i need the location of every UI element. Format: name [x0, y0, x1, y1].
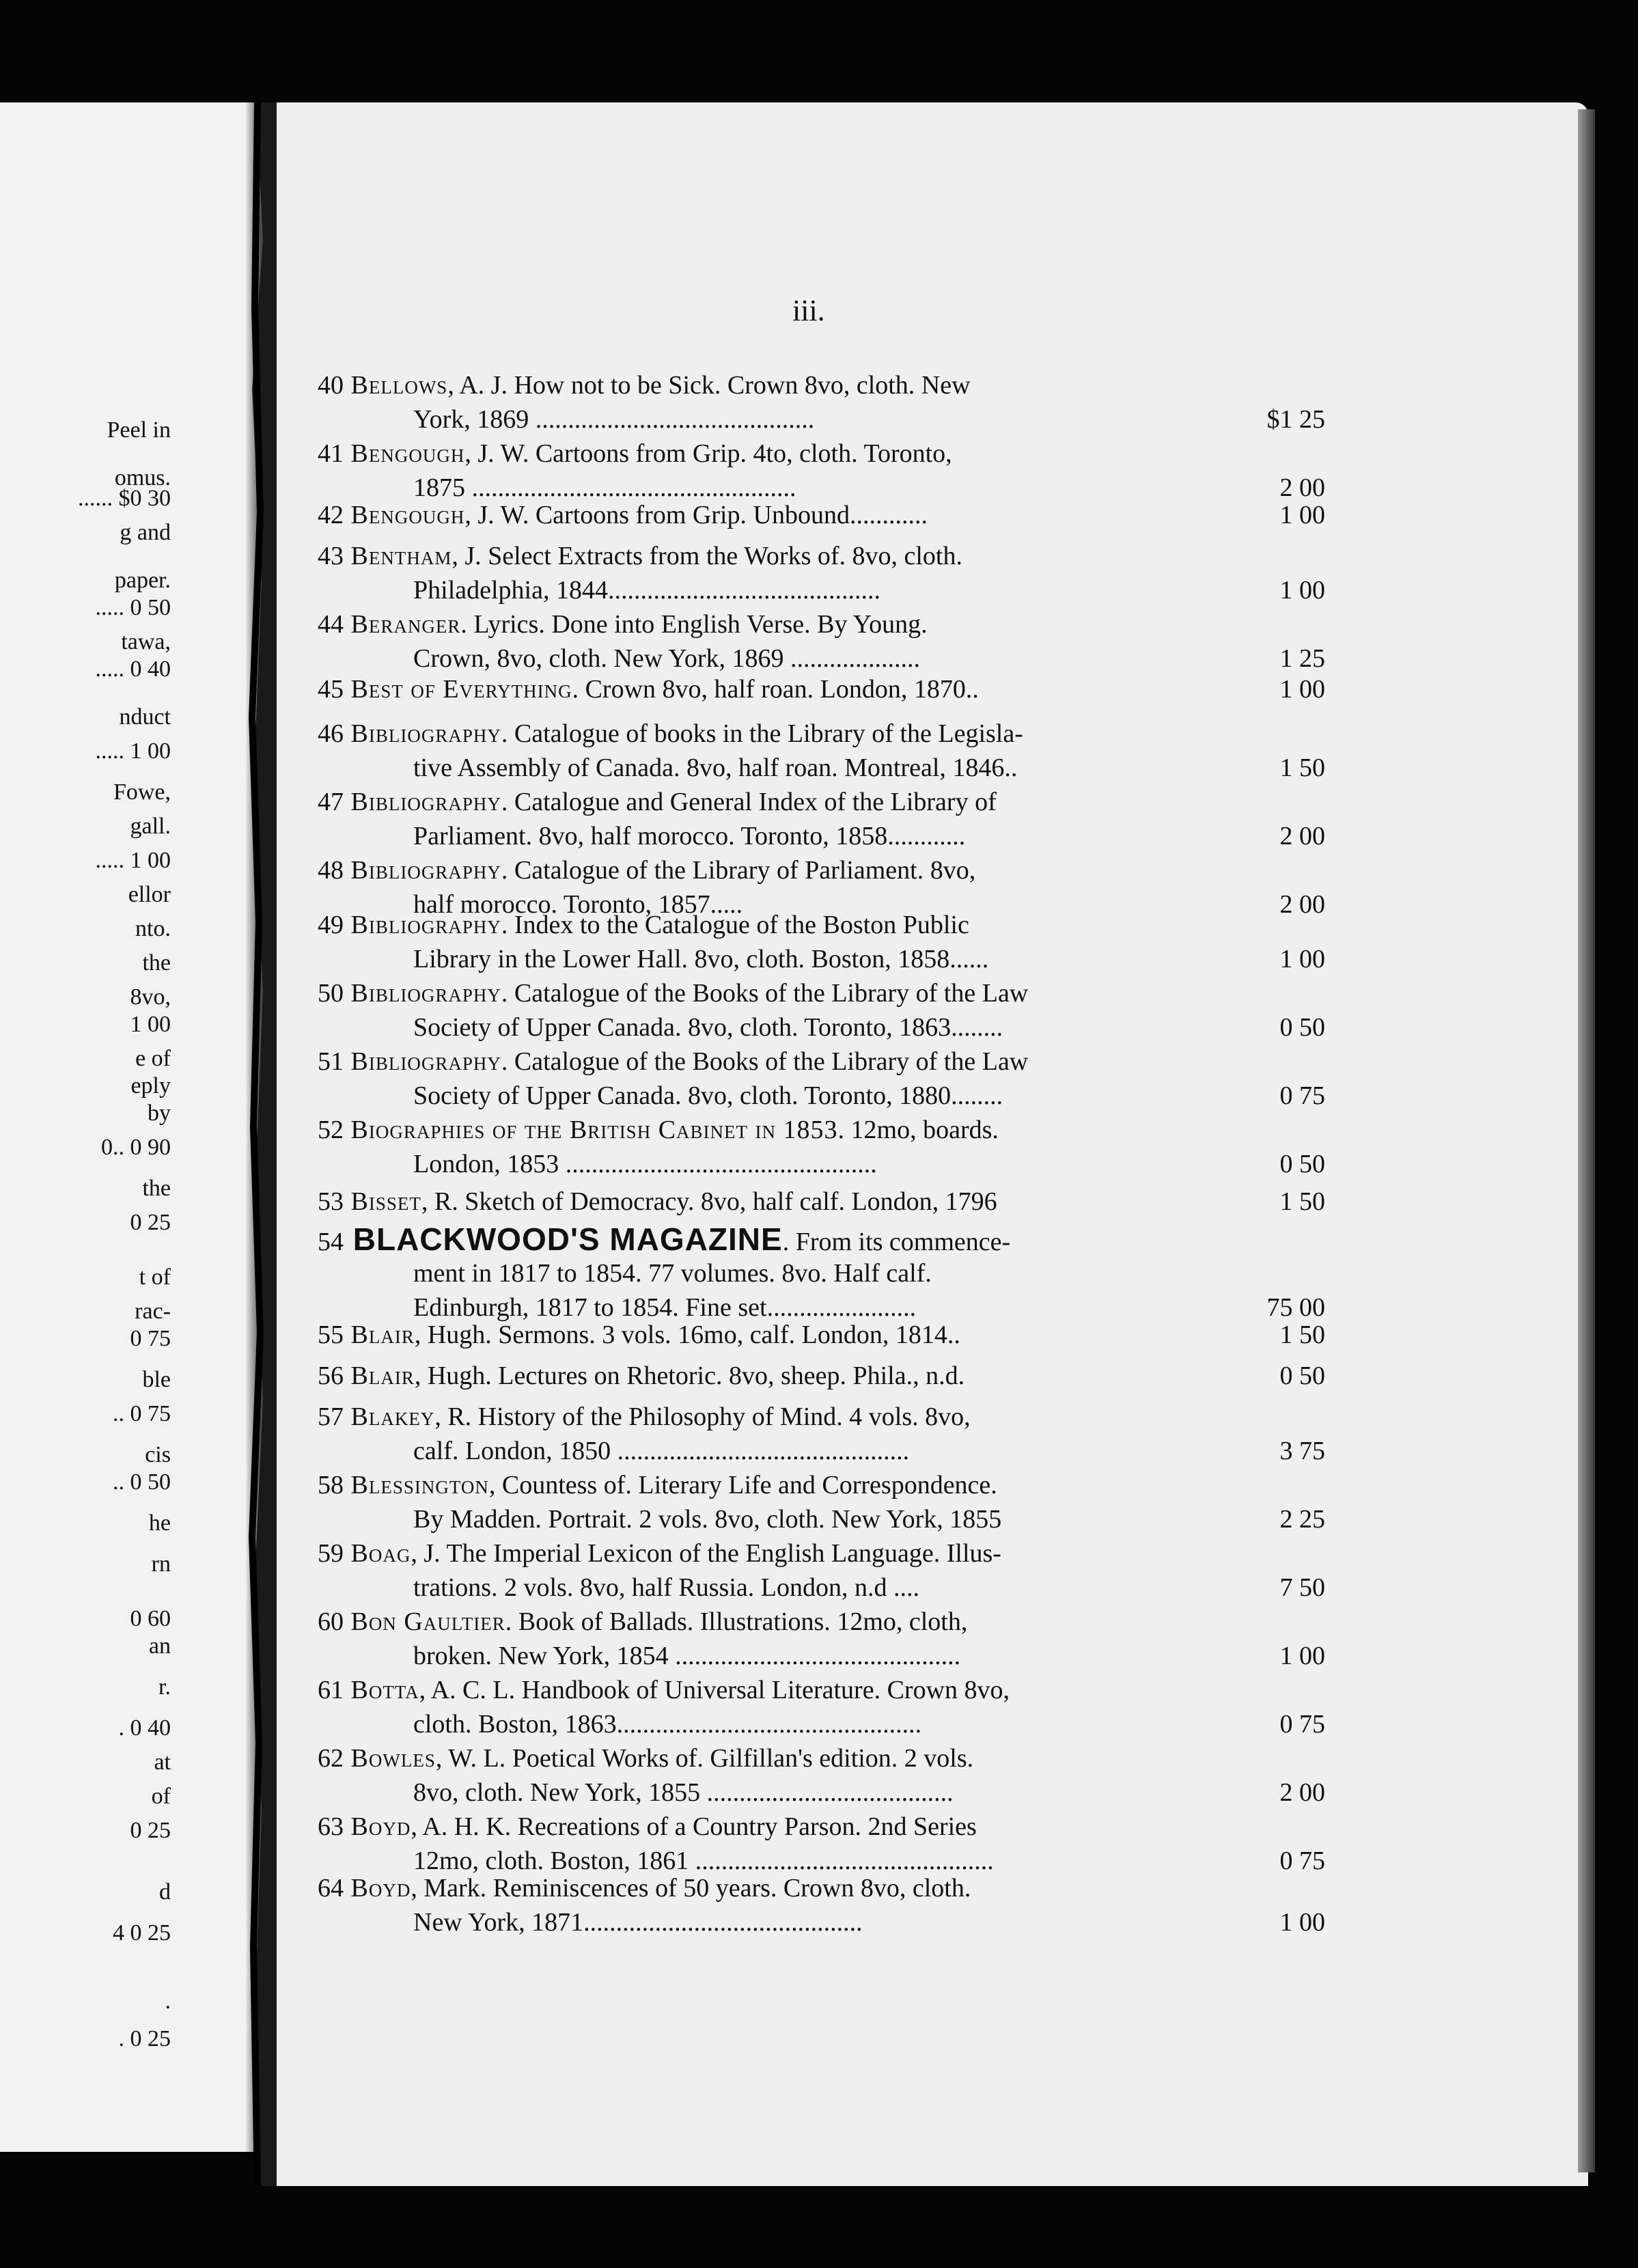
facing-page-line: t of — [139, 1264, 171, 1290]
facing-page-line: r. — [158, 1674, 171, 1700]
entry-line-1 — [318, 909, 969, 941]
facing-page-line: ...... $0 30 — [78, 486, 171, 511]
entry-price: 75 00 — [1266, 1293, 1325, 1322]
facing-page-line: an — [148, 1633, 171, 1659]
entry-description: , R. History of the Philosophy of Mind. 4 vols. 8vo, — [434, 1402, 971, 1431]
facing-page-line: paper. — [114, 568, 171, 593]
facing-page-line: 0.. 0 90 — [101, 1135, 171, 1160]
entry-author: Bellows — [344, 371, 448, 400]
entry-author: Bengough — [344, 439, 465, 468]
facing-page-line: Peel in — [107, 417, 171, 443]
entry-line-1 — [318, 1400, 971, 1433]
entry-number: 52 — [318, 1116, 344, 1144]
entry-number: 50 — [318, 979, 344, 1008]
facing-page-line: cis — [145, 1442, 171, 1467]
facing-page-line: he — [148, 1510, 171, 1536]
entry-number: 49 — [318, 911, 344, 939]
entry-line-1 — [318, 977, 1028, 1010]
entry-price: $1 25 — [1266, 405, 1325, 434]
entry-description: , W. L. Poetical Works of. Gilfillan's edition. 2 vols. — [435, 1744, 974, 1773]
entry-line-2: Library in the Lower Hall. 8vo, cloth. Boston, 1858...... — [413, 945, 989, 973]
entry-line-1 — [318, 1674, 1010, 1706]
facing-page-line: ellor — [128, 882, 171, 907]
entry-line-1 — [318, 1223, 1010, 1258]
entry-description: . Catalogue of books in the Library of the Legisla- — [501, 719, 1023, 748]
entry-number: 62 — [318, 1744, 344, 1773]
entry-author: Bibliography — [344, 911, 501, 939]
facing-page-line: by — [148, 1101, 171, 1126]
entry-description: , A. C. L. Handbook of Universal Literature. Crown 8vo, — [419, 1676, 1010, 1704]
entry-description: . Crown 8vo, half roan. London, 1870.. — [572, 675, 979, 704]
entry-number: 56 — [318, 1361, 344, 1390]
facing-page-line: ..... 1 00 — [95, 738, 171, 764]
entry-line-1 — [318, 369, 971, 402]
facing-page-line: at — [154, 1750, 171, 1775]
entry-description: , Countess of. Literary Life and Correspondence. — [488, 1471, 997, 1499]
entry-author: Bibliography — [344, 719, 501, 748]
entry-line-2: 8vo, cloth. New York, 1855 ...................................... — [413, 1778, 954, 1807]
entry-number: 59 — [318, 1539, 344, 1568]
entry-price: 1 50 — [1279, 1320, 1325, 1349]
entry-line-1 — [318, 1810, 977, 1843]
facing-page-line: 0 60 — [130, 1606, 171, 1631]
entry-author: Bibliography — [344, 1047, 501, 1076]
entry-description: , J. W. Cartoons from Grip. Unbound............ — [464, 501, 928, 529]
facing-page-line: 0 75 — [130, 1326, 171, 1351]
entry-price: 1 25 — [1279, 644, 1325, 673]
entry-description: , J. Select Extracts from the Works of. 8vo, cloth. — [452, 542, 962, 570]
entry-line-1 — [318, 1318, 960, 1351]
facing-page-line: .. 0 75 — [113, 1401, 171, 1426]
facing-page-line: nto. — [135, 916, 171, 941]
facing-page-line: the — [142, 1176, 171, 1201]
entry-author: Bon Gaultier — [344, 1607, 505, 1636]
entry-number: 57 — [318, 1402, 344, 1431]
entry-line-2: trations. 2 vols. 8vo, half Russia. London, n.d .... — [413, 1573, 919, 1602]
facing-page-line: of — [151, 1784, 171, 1809]
entry-author: Bibliography — [344, 856, 501, 885]
entry-description: . Index to the Catalogue of the Boston Public — [501, 911, 969, 939]
entry-description: . Catalogue of the Books of the Library of the Law — [501, 979, 1029, 1008]
facing-page-line: ..... 0 40 — [95, 656, 171, 682]
entry-line-2: New York, 1871........................................... — [413, 1908, 863, 1937]
entry-description: . Lyrics. Done into English Verse. By Young. — [460, 610, 928, 639]
entry-number: 46 — [318, 719, 344, 748]
entry-number: 48 — [318, 856, 344, 885]
facing-page-line: ..... 0 50 — [95, 595, 171, 620]
entry-description: . Catalogue of the Books of the Library of the Law — [501, 1047, 1029, 1076]
entry-line-2: 1875 .................................................. — [413, 473, 796, 502]
entry-number: 47 — [318, 788, 344, 816]
entry-number: 45 — [318, 675, 344, 704]
entry-price: 1 00 — [1279, 501, 1325, 529]
entry-description: , Mark. Reminiscences of 50 years. Crown 8vo, cloth. — [411, 1874, 971, 1903]
entry-price: 0 50 — [1279, 1150, 1325, 1178]
entry-line-1 — [318, 1359, 964, 1392]
entry-line-1 — [318, 1872, 971, 1905]
entry-line-1 — [318, 437, 952, 470]
entry-author: Bibliography — [344, 979, 501, 1008]
facing-page-line: . 0 40 — [118, 1715, 171, 1741]
entry-line-1 — [318, 717, 1023, 750]
entry-price: 0 75 — [1279, 1847, 1325, 1875]
facing-page-line: . — [165, 1989, 171, 2014]
entry-line-2: tive Assembly of Canada. 8vo, half roan. Montreal, 1846.. — [413, 753, 1018, 782]
entry-line-1 — [318, 1469, 997, 1502]
entry-author: Beranger — [344, 610, 461, 639]
entry-author: Blessington — [344, 1471, 489, 1499]
entry-author: Bentham — [344, 542, 452, 570]
facing-page-line: ..... 1 00 — [95, 848, 171, 873]
facing-page-line: .. 0 50 — [113, 1469, 171, 1495]
facing-page-line: omus. — [114, 465, 171, 490]
facing-page-line: 1 00 — [130, 1012, 171, 1037]
entry-price: 1 00 — [1279, 675, 1325, 704]
entry-line-1 — [318, 673, 979, 706]
entry-author: Botta — [344, 1676, 419, 1704]
entry-line-1 — [318, 1742, 973, 1775]
entry-line-2: ment in 1817 to 1854. 77 volumes. 8vo. Half calf. — [413, 1259, 932, 1288]
entry-price: 0 75 — [1279, 1081, 1325, 1110]
entry-number: 54 — [318, 1228, 344, 1256]
entry-author: Bengough — [344, 501, 465, 529]
entry-price: 7 50 — [1279, 1573, 1325, 1602]
entry-line-2: half morocco. Toronto, 1857..... — [413, 890, 743, 919]
entry-line-1 — [318, 1537, 1001, 1570]
entry-author: Blakey — [344, 1402, 435, 1431]
entry-line-2: York, 1869 ........................................... — [413, 405, 815, 434]
entry-number: 41 — [318, 439, 344, 468]
entry-number: 44 — [318, 610, 344, 639]
facing-page-line: tawa, — [121, 629, 171, 654]
facing-page-line: 0 25 — [130, 1210, 171, 1235]
facing-page-line: eply — [130, 1073, 171, 1098]
entry-line-2: 12mo, cloth. Boston, 1861 .............................................. — [413, 1847, 994, 1875]
entry-price: 3 75 — [1279, 1437, 1325, 1465]
entry-number: 60 — [318, 1607, 344, 1636]
entry-line-1 — [318, 854, 975, 887]
entry-line-2: Society of Upper Canada. 8vo, cloth. Toronto, 1880........ — [413, 1081, 1003, 1110]
entry-price: 2 00 — [1279, 1778, 1325, 1807]
facing-page-line: rn — [151, 1551, 171, 1577]
facing-page-line: 8vo, — [130, 984, 171, 1010]
entry-description: . Catalogue and General Index of the Library of — [501, 788, 997, 816]
entry-author: Best of Everything — [344, 675, 572, 704]
entry-price: 2 00 — [1279, 822, 1325, 850]
entry-price: 1 00 — [1279, 576, 1325, 605]
facing-page-line: g and — [120, 520, 171, 545]
entry-line-1 — [318, 1114, 999, 1146]
entry-author: Boyd — [344, 1812, 411, 1841]
facing-page-line: . 0 25 — [118, 2026, 171, 2051]
entry-number: 40 — [318, 371, 344, 400]
facing-page-line: d — [159, 1879, 171, 1905]
entry-author: Blair — [344, 1361, 415, 1390]
entry-description: , A. H. K. Recreations of a Country Parson. 2nd Series — [411, 1812, 977, 1841]
entry-description: , Hugh. Sermons. 3 vols. 16mo, calf. London, 1814.. — [414, 1320, 960, 1349]
entry-description: , R. Sketch of Democracy. 8vo, half calf. London, 1796 — [421, 1187, 997, 1216]
entry-number: 55 — [318, 1320, 344, 1349]
facing-page-line: nduct — [119, 704, 171, 730]
entry-line-2: Crown, 8vo, cloth. New York, 1869 .................... — [413, 644, 921, 673]
facing-page-line: gall. — [130, 814, 171, 839]
entry-description: . Book of Ballads. Illustrations. 12mo, cloth, — [505, 1607, 968, 1636]
entry-line-1 — [318, 1605, 967, 1638]
facing-page-line: 0 25 — [130, 1818, 171, 1843]
entry-author: Boag — [344, 1539, 411, 1568]
entry-author: Boyd — [344, 1874, 411, 1903]
entry-price: 0 50 — [1279, 1013, 1325, 1042]
entry-price: 1 00 — [1279, 945, 1325, 973]
entry-author: Bibliography — [344, 788, 501, 816]
entry-price: 1 50 — [1279, 753, 1325, 782]
facing-page-line: the — [142, 950, 171, 976]
entry-line-1 — [318, 786, 997, 818]
entry-price: 1 00 — [1279, 1908, 1325, 1937]
entry-line-1 — [318, 608, 928, 641]
entry-description: , Hugh. Lectures on Rhetoric. 8vo, sheep. Phila., n.d. — [414, 1361, 965, 1390]
entry-number: 51 — [318, 1047, 344, 1076]
facing-page-line: Fowe, — [113, 779, 171, 805]
entry-price: 1 50 — [1279, 1187, 1325, 1216]
entry-description: , A. J. How not to be Sick. Crown 8vo, cloth. New — [447, 371, 971, 400]
facing-page-line: e of — [135, 1046, 171, 1071]
entry-description: , J. The Imperial Lexicon of the English Language. Illus- — [411, 1539, 1001, 1568]
entry-price: 1 00 — [1279, 1642, 1325, 1670]
entry-line-1 — [318, 1185, 997, 1218]
entry-author: Bisset — [344, 1187, 421, 1216]
entry-line-3: Edinburgh, 1817 to 1854. Fine set....................... — [413, 1293, 917, 1322]
entry-line-2: Parliament. 8vo, half morocco. Toronto, 1858............ — [413, 822, 966, 850]
entry-price: 0 50 — [1279, 1361, 1325, 1390]
entry-number: 58 — [318, 1471, 344, 1499]
entry-author: BLACKWOOD'S MAGAZINE — [344, 1221, 783, 1257]
entry-author: Biographies of the British Cabinet in 1853 — [344, 1116, 838, 1144]
entry-line-2: London, 1853 ................................................ — [413, 1150, 877, 1178]
entry-price: 2 25 — [1279, 1505, 1325, 1534]
facing-page-line: rac- — [135, 1299, 171, 1324]
page-number: iii. — [792, 294, 825, 327]
entry-number: 64 — [318, 1874, 344, 1903]
entry-price: 2 00 — [1279, 890, 1325, 919]
entry-line-2: cloth. Boston, 1863............................................... — [413, 1710, 922, 1739]
entry-line-1 — [318, 499, 928, 531]
entry-author: Bowles — [344, 1744, 436, 1773]
entry-line-2: Society of Upper Canada. 8vo, cloth. Toronto, 1863........ — [413, 1013, 1003, 1042]
entry-line-2: By Madden. Portrait. 2 vols. 8vo, cloth. New York, 1855 — [413, 1505, 1002, 1534]
entry-description: . 12mo, boards. — [837, 1116, 999, 1144]
entry-number: 53 — [318, 1187, 344, 1216]
entry-number: 43 — [318, 542, 344, 570]
entry-line-2: broken. New York, 1854 ............................................ — [413, 1642, 961, 1670]
entry-number: 42 — [318, 501, 344, 529]
entry-price: 2 00 — [1279, 473, 1325, 502]
entry-line-1 — [318, 540, 962, 572]
entry-line-2: calf. London, 1850 ............................................. — [413, 1437, 910, 1465]
entry-line-1 — [318, 1045, 1028, 1078]
entry-author: Blair — [344, 1320, 415, 1349]
entry-price: 0 75 — [1279, 1710, 1325, 1739]
entry-description: , J. W. Cartoons from Grip. 4to, cloth. Toronto, — [464, 439, 952, 468]
entry-description: . Catalogue of the Library of Parliament. 8vo, — [501, 856, 976, 885]
entry-line-2: Philadelphia, 1844.......................................... — [413, 576, 880, 605]
entry-description: . From its commence- — [782, 1228, 1011, 1256]
facing-page-line: 4 0 25 — [113, 1920, 171, 1946]
entry-number: 61 — [318, 1676, 344, 1704]
facing-page-line: ble — [142, 1367, 171, 1392]
entry-number: 63 — [318, 1812, 344, 1841]
